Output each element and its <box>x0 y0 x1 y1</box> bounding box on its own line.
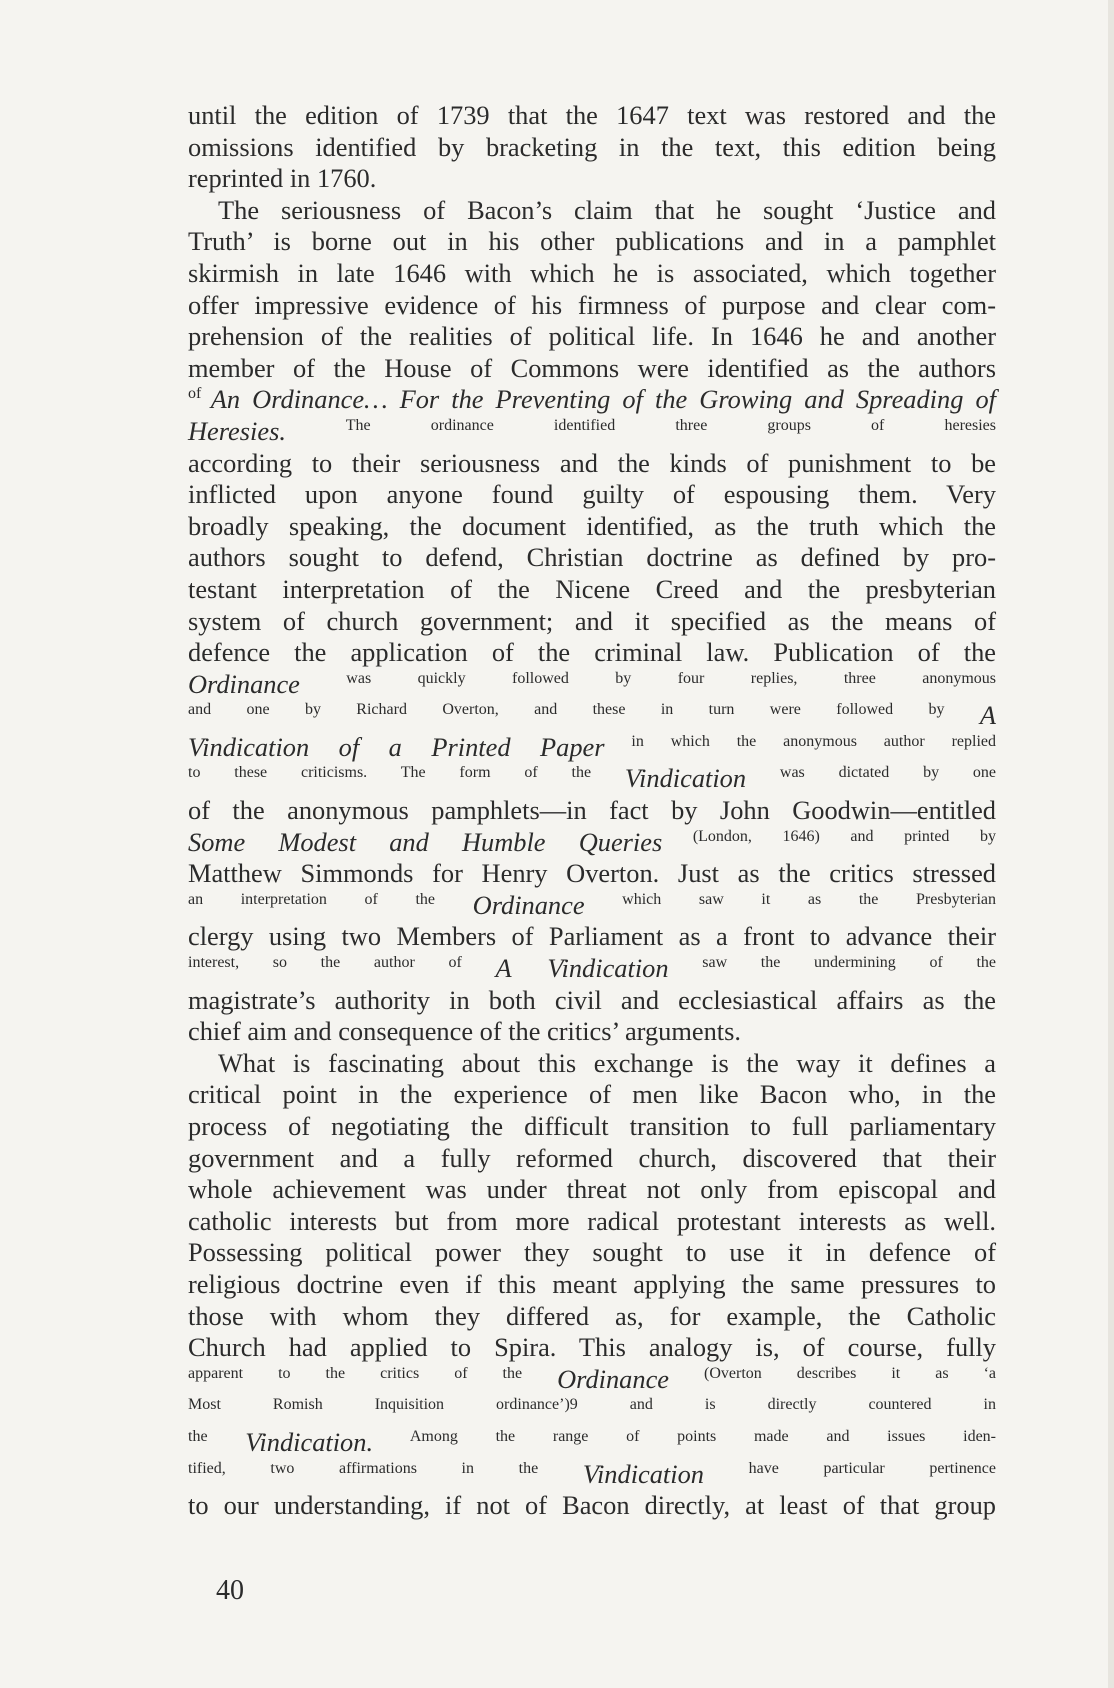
text-line: member of the House of Commons were identified as the authors <box>188 352 996 383</box>
paragraph <box>188 195 996 1048</box>
text-run: have particular pertinence <box>704 1459 997 1477</box>
text-line <box>188 732 996 764</box>
italic-title: Vindication <box>582 1458 704 1489</box>
italic-title: Ordinance <box>557 1363 669 1394</box>
paragraph <box>188 100 996 195</box>
text-line <box>188 669 996 701</box>
text-line <box>188 700 996 732</box>
text-run: tified, two affirmations in the <box>188 1459 583 1477</box>
text-line: inflicted upon anyone found guilty of espousing them. Very <box>188 479 996 510</box>
text-line: government and a fully reformed church, discovered that their <box>188 1142 996 1173</box>
text-line <box>188 416 996 448</box>
italic-title: Vindication of a Printed Paper <box>188 731 605 762</box>
text-run: saw the undermining of the <box>668 954 997 972</box>
italic-title: Vindication <box>624 763 747 794</box>
text-line: defence the application of the criminal law. Publication of the <box>188 637 996 668</box>
paragraph <box>188 1048 996 1522</box>
text-line: What is fascinating about this exchange is the way it defines a <box>218 1047 996 1078</box>
text-run: and one by Richard Overton, and these in turn were followed by <box>188 701 980 719</box>
text-line <box>188 1427 996 1459</box>
text-run: was quickly followed by four replies, three anonymous <box>299 669 996 687</box>
text-line: offer impressive evidence of his firmness of purpose and clear com- <box>188 289 996 320</box>
page-edge <box>1108 0 1114 1688</box>
text-run: an interpretation of the <box>188 891 473 909</box>
text-line <box>188 953 996 985</box>
text-line <box>188 827 996 859</box>
text-run: The ordinance identified three groups of heresies <box>285 417 996 435</box>
body-text <box>188 100 996 1522</box>
text-line <box>188 1364 996 1396</box>
text-run: apparent to the critics of the <box>188 1364 558 1382</box>
italic-title: A <box>979 700 996 731</box>
text-line: clergy using two Members of Parliament as a front to advance their <box>188 921 996 952</box>
text-run: interest, so the author of <box>188 954 496 972</box>
text-line: Possessing political power they sought to use it in defence of <box>188 1237 996 1268</box>
text-line: magistrate’s authority in both civil and ecclesiastical affairs as the <box>188 984 996 1015</box>
text-line: those with whom they differed as, for example, the Catholic <box>188 1300 996 1331</box>
text-line: according to their seriousness and the kinds of punishment to be <box>188 447 996 478</box>
italic-title: Ordinance <box>472 889 585 920</box>
text-run: which saw it as the Presbyterian <box>584 891 996 909</box>
text-line: Church had applied to Spira. This analogy is, of course, fully <box>188 1332 996 1363</box>
text-line: system of church government; and it specified as the means of <box>188 605 996 636</box>
text-line: process of negotiating the difficult transition to full parliamentary <box>188 1111 996 1141</box>
text-line: of the anonymous pamphlets—in fact by John Goodwin—entitled <box>188 795 996 826</box>
text-line: critical point in the experience of men like Bacon who, in the <box>188 1079 996 1110</box>
text-run: to these criticisms. The form of the <box>188 764 625 782</box>
text-line: Matthew Simmonds for Henry Overton. Just as the critics stressed <box>188 858 996 889</box>
text-line: whole achievement was under threat not only from episcopal and <box>188 1174 996 1205</box>
italic-title: Some Modest and Humble Queries <box>188 826 663 857</box>
text-line: to our understanding, if not of Bacon directly, at least of that group <box>188 1490 996 1521</box>
text-line: prehension of the realities of political life. In 1646 he and another <box>188 321 996 352</box>
text-line: broadly speaking, the document identified, as the truth which the <box>188 510 996 541</box>
text-run: the <box>188 1428 246 1446</box>
text-line: The seriousness of Bacon’s claim that he sought ‘Justice and <box>218 194 996 225</box>
text-line <box>188 890 996 922</box>
italic-title: An Ordinance… For the Preventing of the Growing and Spreading of <box>210 384 996 415</box>
text-run: Most Romish Inquisition ordinance’) <box>188 1396 570 1414</box>
text-run: of <box>188 385 211 403</box>
italic-title: Heresies. <box>188 415 286 446</box>
text-run: Among the range of points made and issues iden- <box>373 1428 996 1446</box>
italic-title: A Vindication <box>495 953 669 984</box>
text-run: and is directly countered in <box>577 1396 996 1414</box>
text-run: (Overton describes it as ‘a <box>669 1364 996 1382</box>
page-number: 40 <box>216 1575 244 1606</box>
text-line: catholic interests but from more radical protestant interests as well. <box>188 1205 996 1236</box>
text-line <box>188 384 996 416</box>
text-run: in which the anonymous author replied <box>604 733 996 751</box>
text-run: (London, 1646) and printed by <box>662 827 996 845</box>
text-line: skirmish in late 1646 with which he is associated, which together <box>188 257 996 288</box>
text-run: was dictated by one <box>746 764 997 782</box>
text-line: until the edition of 1739 that the 1647 text was restored and the <box>188 100 996 130</box>
text-line: omissions identified by bracketing in the text, this edition being <box>188 131 996 162</box>
text-line: authors sought to defend, Christian doctrine as defined by pro- <box>188 542 996 573</box>
text-line <box>188 763 996 795</box>
footnote-ref: 9 <box>569 1396 578 1414</box>
text-line: testant interpretation of the Nicene Creed and the presbyterian <box>188 573 996 604</box>
text-line: Truth’ is borne out in his other publications and in a pamphlet <box>188 226 996 257</box>
text-line: religious doctrine even if this meant applying the same pressures to <box>188 1268 996 1299</box>
text-line <box>188 1459 996 1491</box>
text-line: chief aim and consequence of the critics’ arguments. <box>188 1016 742 1047</box>
italic-title: Ordinance <box>188 668 300 699</box>
text-line: reprinted in 1760. <box>188 163 377 194</box>
italic-title: Vindication. <box>245 1426 374 1457</box>
text-line <box>188 1395 996 1427</box>
